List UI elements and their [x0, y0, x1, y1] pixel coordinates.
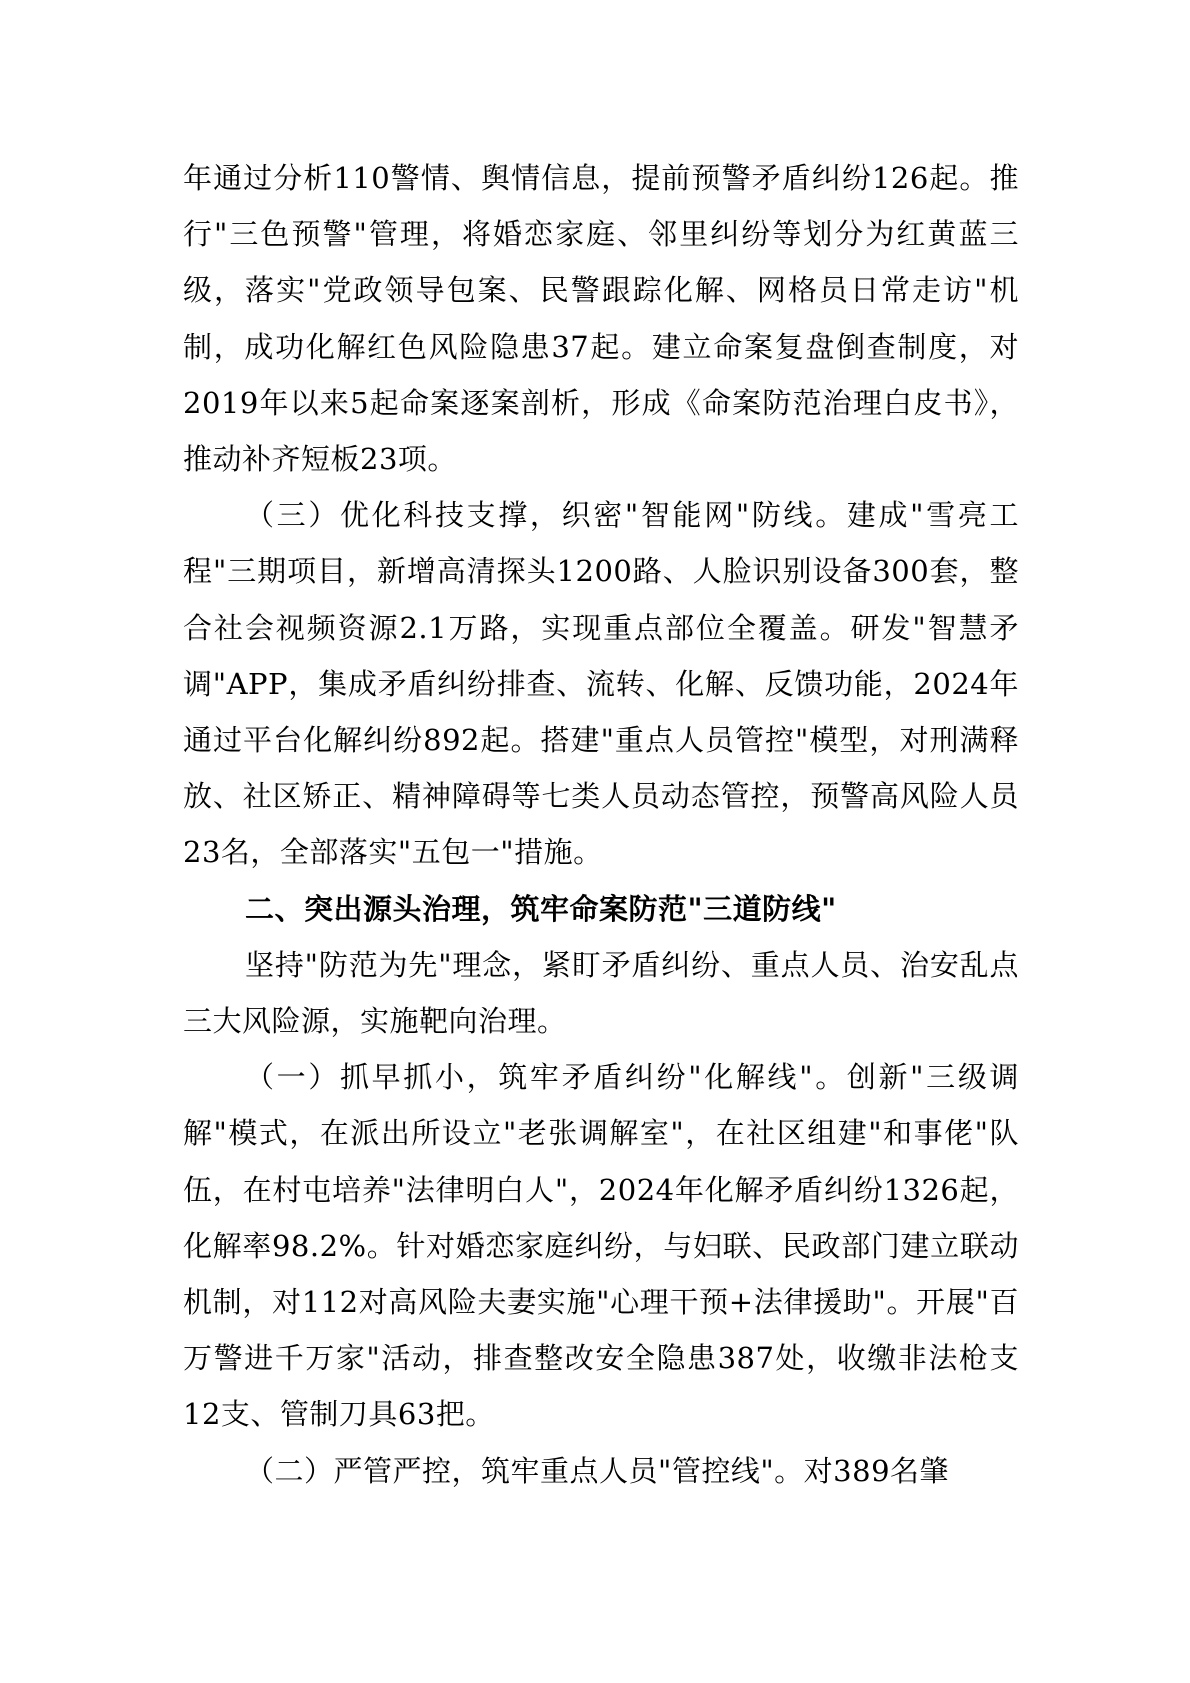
section-heading: 二、突出源头治理，筑牢命案防范"三道防线"	[245, 891, 837, 926]
paragraph-prevention-concept: 坚持"防范为先"理念，紧盯矛盾纠纷、重点人员、治安乱点三大风险源，实施靶向治理。	[183, 947, 1019, 1039]
paragraph-continuation: 年通过分析110警情、舆情信息，提前预警矛盾纠纷126起。推行"三色预警"管理，将婚恋家庭、邻里纠纷等划分为红黄蓝三级，落实"党政领导包案、民警跟踪化解、网格员日常走访"机制，成功化解红色风险隐患37起。建立命案复盘倒查制度，对2019年以来5起命案逐案剖析，形成《命案防范治理白皮书》，推动补齐短板23项。	[183, 161, 1019, 477]
document-body	[183, 150, 1019, 1499]
paragraph-tech-support: （三）优化科技支撑，织密"智能网"防线。建成"雪亮工程"三期项目，新增高清探头1200路、人脸识别设备300套，整合社会视频资源2.1万路，实现重点部位全覆盖。研发"智慧矛调"APP，集成矛盾纠纷排查、流转、化解、反馈功能，2024年通过平台化解纠纷892起。搭建"重点人员管控"模型，对刑满释放、社区矫正、精神障碍等七类人员动态管控，预警高风险人员23名，全部落实"五包一"措施。	[183, 498, 1019, 870]
paragraph-dispute-resolution: （一）抓早抓小，筑牢矛盾纠纷"化解线"。创新"三级调解"模式，在派出所设立"老张调解室"，在社区组建"和事佬"队伍，在村屯培养"法律明白人"，2024年化解矛盾纠纷1326起，化解率98.2%。针对婚恋家庭纠纷，与妇联、民政部门建立联动机制，对112对高风险夫妻实施"心理干预+法律援助"。开展"百万警进千万家"活动，排查整改安全隐患387处，收缴非法枪支12支、管制刀具63把。	[183, 1060, 1019, 1432]
paragraph-key-personnel: （二）严管严控，筑牢重点人员"管控线"。对389名肇	[245, 1453, 950, 1488]
